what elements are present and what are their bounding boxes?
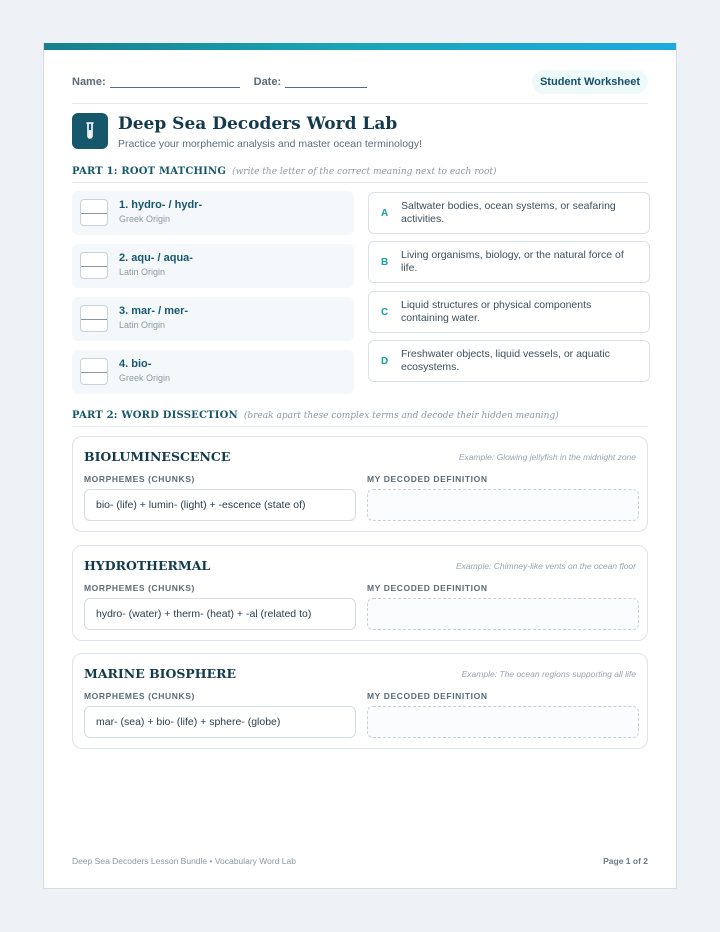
name-line[interactable]: [110, 76, 240, 88]
header-divider: [72, 103, 648, 104]
word-example: Example: The ocean regions supporting all life: [461, 669, 636, 679]
meaning-text: Living organisms, biology, or the natural force of life.: [401, 249, 624, 274]
meaning-item: [368, 241, 650, 283]
definition-input[interactable]: [367, 598, 639, 630]
root-item: [72, 350, 354, 394]
page-title: Deep Sea Decoders Word Lab: [118, 114, 398, 134]
part1-header: [72, 166, 648, 183]
word-example: Example: Glowing jellyfish in the midnight zone: [458, 452, 636, 462]
root-origin: Greek Origin: [119, 214, 171, 224]
root-item: [72, 244, 354, 288]
meaning-item: [368, 340, 650, 382]
word-term: BIOLUMINESCENCE: [84, 449, 231, 464]
root-name: 2. aqu- / aqua-: [119, 252, 193, 264]
meaning-letter: B: [381, 256, 389, 268]
meaning-letter: D: [381, 355, 389, 367]
root-origin: Latin Origin: [119, 267, 166, 277]
word-card: [72, 653, 648, 749]
answer-box[interactable]: [80, 199, 108, 226]
part2-title: PART 2: WORD DISSECTION: [72, 410, 238, 421]
page-subtitle: Practice your morphemic analysis and master ocean terminology!: [118, 138, 423, 150]
root-name: 3. mar- / mer-: [119, 305, 189, 317]
date-label: Date:: [253, 76, 282, 88]
word-card: [72, 545, 648, 641]
name-field[interactable]: [72, 76, 240, 88]
part2-note: (break apart these complex terms and decode their hidden meaning): [243, 411, 559, 421]
word-card: [72, 436, 648, 532]
word-term: HYDROTHERMAL: [84, 558, 211, 573]
root-origin: Greek Origin: [119, 373, 171, 383]
morphemes-box: hydro- (water) + therm- (heat) + -al (related to): [84, 598, 356, 630]
accent-bar: [44, 43, 676, 50]
name-label: Name:: [72, 76, 106, 88]
morphemes-box: bio- (life) + lumin- (light) + -escence (state of): [84, 489, 356, 521]
definition-label: MY DECODED DEFINITION: [367, 474, 488, 484]
meaning-letter: A: [381, 207, 389, 219]
root-item: [72, 297, 354, 341]
date-line[interactable]: [285, 76, 367, 88]
meaning-text: Liquid structures or physical components containing water.: [401, 299, 592, 324]
root-item: [72, 191, 354, 235]
date-field[interactable]: [254, 76, 368, 88]
worksheet-badge: Student Worksheet: [532, 70, 648, 94]
meaning-item: [368, 192, 650, 234]
part1-title: PART 1: ROOT MATCHING: [72, 166, 227, 177]
definition-label: MY DECODED DEFINITION: [367, 691, 488, 701]
morphemes-label: MORPHEMES (CHUNKS): [84, 583, 195, 593]
meaning-item: [368, 291, 650, 333]
root-name: 4. bio-: [119, 358, 152, 370]
worksheet-page: [43, 43, 677, 889]
part2-header: [72, 410, 648, 427]
meaning-letter: C: [381, 306, 389, 318]
answer-box[interactable]: [80, 305, 108, 332]
answer-box[interactable]: [80, 358, 108, 385]
root-name: 1. hydro- / hydr-: [119, 199, 203, 211]
word-example: Example: Chimney-like vents on the ocean floor: [455, 561, 636, 571]
page-number: Page 1 of 2: [603, 856, 648, 866]
meaning-text: Freshwater objects, liquid vessels, or aquatic ecosystems.: [401, 348, 610, 373]
definition-input[interactable]: [367, 489, 639, 521]
word-term: MARINE BIOSPHERE: [84, 666, 237, 681]
morphemes-label: MORPHEMES (CHUNKS): [84, 691, 195, 701]
part1-note: (write the letter of the correct meaning next to each root): [232, 167, 497, 177]
morphemes-label: MORPHEMES (CHUNKS): [84, 474, 195, 484]
meaning-text: Saltwater bodies, ocean systems, or seafaring activities.: [401, 200, 616, 225]
morphemes-box: mar- (sea) + bio- (life) + sphere- (globe): [84, 706, 356, 738]
header-fields: [72, 68, 648, 96]
test-tube-icon: [72, 113, 108, 149]
definition-input[interactable]: [367, 706, 639, 738]
footer-text: Deep Sea Decoders Lesson Bundle • Vocabulary Word Lab: [72, 856, 296, 866]
root-origin: Latin Origin: [119, 320, 166, 330]
definition-label: MY DECODED DEFINITION: [367, 583, 488, 593]
answer-box[interactable]: [80, 252, 108, 279]
